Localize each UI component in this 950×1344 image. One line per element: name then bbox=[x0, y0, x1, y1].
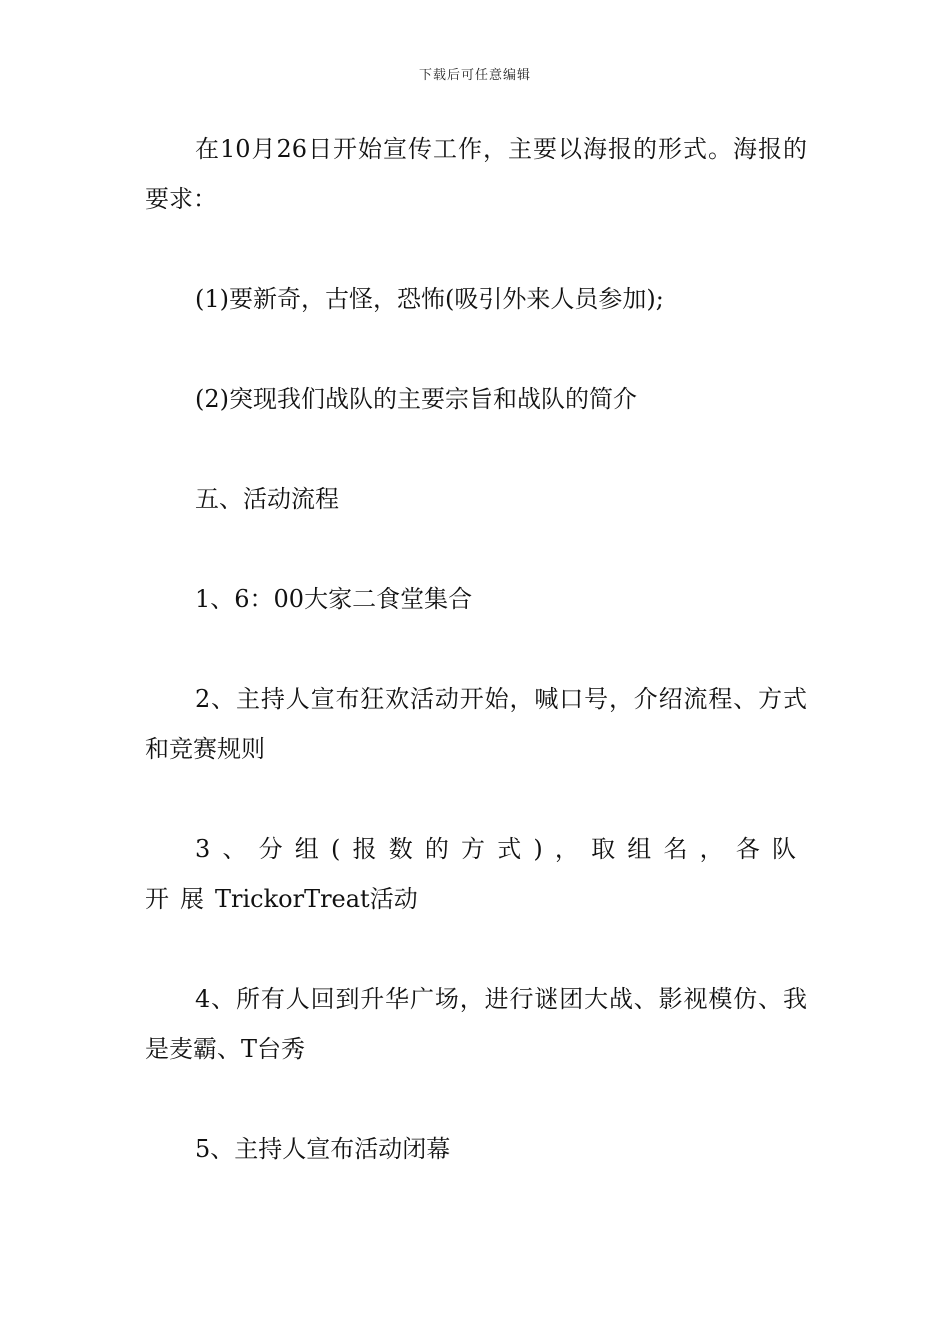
flow-step-2: 2、主持人宣布狂欢活动开始，喊口号，介绍流程、方式和竞赛规则 bbox=[145, 685, 807, 763]
flow-step-3-text: 3、分组(报数的方式)，取组名，各队开展 bbox=[145, 835, 807, 913]
paragraph-publicity: 在10月26日开始宣传工作，主要以海报的形式。海报的要求： bbox=[145, 135, 807, 213]
flow-step-5: 5、主持人宣布活动闭幕 bbox=[195, 1135, 451, 1163]
flow-step-3 bbox=[145, 824, 807, 924]
paragraph-poster-req-2: (2)突现我们战队的主要宗旨和战队的简介 bbox=[195, 385, 637, 413]
document-body bbox=[145, 124, 807, 1224]
paragraph-poster-req-1: (1)要新奇，古怪，恐怖(吸引外来人员参加); bbox=[195, 285, 664, 313]
flow-step-4: 4、所有人回到升华广场，进行谜团大战、影视模仿、我是麦霸、T台秀 bbox=[145, 985, 807, 1063]
page-header: 下载后可任意编辑 bbox=[418, 68, 531, 83]
flow-step-3-latin: TrickorTreat活动 bbox=[215, 885, 418, 913]
flow-step-1: 1、6：00大家二食堂集合 bbox=[195, 585, 473, 613]
section-heading-activity-flow: 五、活动流程 bbox=[195, 485, 339, 513]
